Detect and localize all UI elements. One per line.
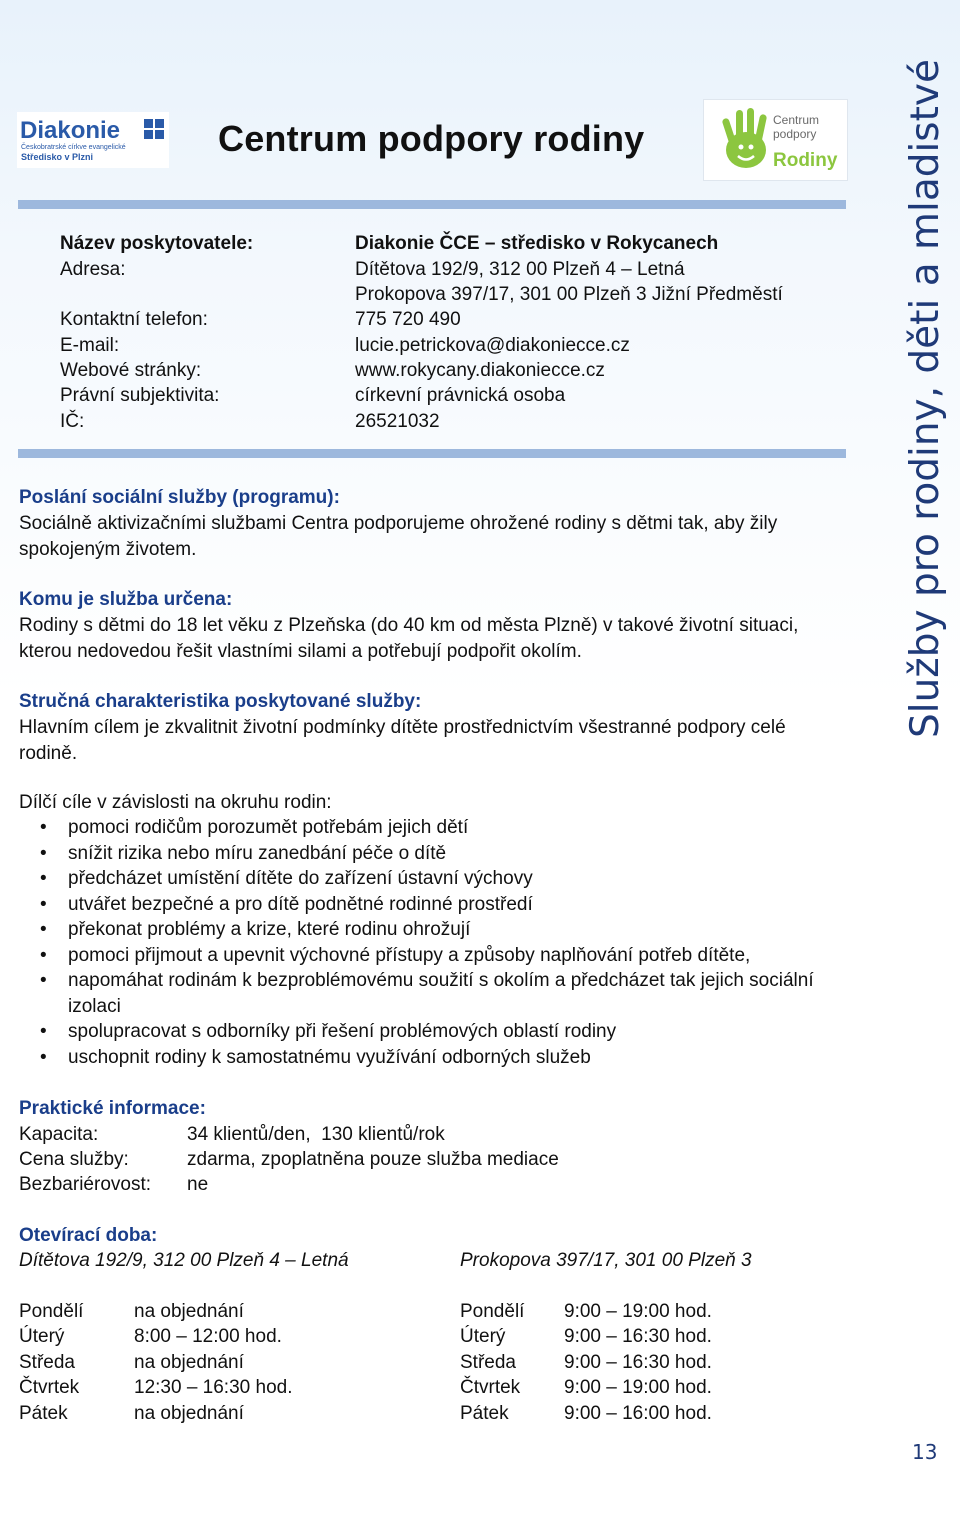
bullet-icon: • [40, 1046, 47, 1068]
hours-right-day: Pondělí [460, 1301, 525, 1322]
centrum-logo [703, 99, 848, 181]
web-label: Webové stránky: [60, 360, 202, 381]
list-item [19, 841, 839, 867]
hours-left-day: Pátek [19, 1403, 68, 1424]
bullet-icon: • [40, 919, 47, 940]
list-item [19, 866, 839, 892]
price-value: zdarma, zpoplatněna pouze služba mediace [187, 1149, 559, 1170]
centrum-logo-line1: Centrum [773, 113, 820, 127]
capacity-value: 34 klientů/den, 130 klientů/rok [187, 1124, 445, 1145]
bullet-icon: • [40, 893, 47, 915]
goal-text: napomáhat rodinám k bezproblémovému soužití s okolím a předcházet tak jejich sociální izolaci [68, 970, 814, 1017]
legal-value: církevní právnická osoba [355, 385, 566, 406]
side-category-label: Služby pro rodiny, děti a mladistvé [903, 59, 948, 738]
capacity-label: Kapacita: [19, 1124, 99, 1145]
hours-right-day: Pátek [460, 1403, 509, 1424]
goal-text: utvářet bezpečné a pro dítě podnětné rodinné prostředí [68, 893, 533, 915]
hours-left-time: 12:30 – 16:30 hod. [134, 1377, 293, 1398]
hours-left-time: 8:00 – 12:00 hod. [134, 1326, 282, 1347]
mission-heading: Poslání sociální služby (programu): [19, 487, 340, 508]
target-heading: Komu je služba určena: [19, 589, 233, 610]
diakonie-logo [17, 112, 169, 168]
hours-right-time: 9:00 – 19:00 hod. [564, 1301, 712, 1322]
hours-left-day: Úterý [19, 1326, 65, 1347]
diakonie-logo-line1: Českobratrské církve evangelické [21, 144, 126, 151]
provider-name-value: Diakonie ČCE – středisko v Rokycanech [355, 233, 719, 254]
centrum-logo-line3: Rodiny [773, 150, 838, 171]
characteristics-text: Hlavním cílem je zkvalitnit životní podmínky dítěte prostřednictvím všestranné podpory celé rodině. [19, 716, 786, 764]
bullet-icon: • [40, 944, 47, 966]
opening-left-address: Dítětova 192/9, 312 00 Plzeň 4 – Letná [19, 1250, 349, 1271]
email-label: E-mail: [60, 335, 120, 356]
barrier-label: Bezbariérovost: [19, 1174, 152, 1195]
goal-text: předcházet umístění dítěte do zařízení ústavní výchovy [68, 868, 533, 889]
hours-left-day: Středa [19, 1352, 75, 1373]
email-value: lucie.petrickova@diakoniecce.cz [355, 335, 630, 356]
address-value-1: Dítětova 192/9, 312 00 Plzeň 4 – Letná [355, 259, 685, 280]
target-section [19, 587, 839, 664]
divider-top [18, 200, 846, 209]
goal-text: snížit rizika nebo míru zanedbání péče o dítě [68, 842, 447, 864]
characteristics-section [19, 689, 839, 766]
address-label: Adresa: [60, 259, 126, 280]
hours-right-day: Úterý [460, 1326, 506, 1347]
ic-label: IČ: [60, 411, 85, 432]
target-text: Rodiny s dětmi do 18 let věku z Plzeňska (do 40 km od města Plzně) v takové životní situaci, kterou nedovedou řešit vlastními silami a potřebují podpořit okolím. [19, 614, 799, 662]
bullet-icon: • [40, 817, 47, 838]
diakonie-logo-graphic [17, 112, 169, 168]
goals-heading: Dílčí cíle v závislosti na okruhu rodin: [19, 792, 332, 813]
goals-list [19, 815, 839, 1070]
hours-right-day: Čtvrtek [460, 1377, 521, 1398]
goal-text: pomoci přijmout a upevnit výchovné přístupy a způsoby naplňování potřeb dítěte, [68, 944, 751, 966]
list-item [19, 1019, 839, 1045]
mission-text: Sociálně aktivizačními službami Centra podporujeme ohrožené rodiny s dětmi tak, aby žily spokojeným životem. [19, 512, 778, 560]
goal-text: uschopnit rodiny k samostatnému využívání odborných služeb [68, 1046, 591, 1068]
goal-text: překonat problémy a krize, které rodinu ohrožují [68, 919, 471, 940]
provider-name-label: Název poskytovatele: [60, 233, 254, 254]
page-title: Centrum podpory rodiny [218, 118, 645, 159]
list-item [19, 917, 839, 943]
hours-right-time: 9:00 – 16:30 hod. [564, 1326, 712, 1347]
mission-section [19, 485, 839, 562]
bullet-icon: • [40, 842, 47, 864]
hours-left-time: na objednání [134, 1403, 244, 1424]
list-item [19, 968, 838, 1019]
divider-middle [18, 449, 846, 458]
centrum-logo-line2: podpory [773, 127, 817, 141]
goal-text: spolupracovat s odborníky při řešení problémových oblastí rodiny [68, 1021, 617, 1042]
hours-right-day: Středa [460, 1352, 516, 1373]
phone-value: 775 720 490 [355, 309, 461, 330]
diakonie-logo-name: Diakonie [20, 117, 121, 144]
ic-value: 26521032 [355, 411, 440, 432]
hours-right-time: 9:00 – 16:00 hod. [564, 1403, 712, 1424]
characteristics-heading: Stručná charakteristika poskytované služby: [19, 691, 422, 712]
bullet-icon: • [40, 868, 47, 889]
list-item [19, 892, 839, 918]
hours-right-time: 9:00 – 16:30 hod. [564, 1352, 712, 1373]
web-value: www.rokycany.diakoniecce.cz [355, 360, 605, 381]
phone-label: Kontaktní telefon: [60, 309, 208, 330]
practical-heading: Praktické informace: [19, 1098, 206, 1119]
page-number: 13 [912, 1440, 938, 1464]
bullet-icon: • [40, 1021, 47, 1042]
legal-label: Právní subjektivita: [60, 385, 220, 406]
list-item [19, 815, 839, 841]
hours-left-day: Čtvrtek [19, 1377, 80, 1398]
bullet-icon: • [40, 970, 47, 991]
address-value-2: Prokopova 397/17, 301 00 Plzeň 3 Jižní Předměstí [355, 284, 783, 305]
hours-left-time: na objednání [134, 1301, 244, 1322]
goal-text: pomoci rodičům porozumět potřebám jejich dětí [68, 817, 469, 838]
diakonie-logo-line2: Středisko v Plzni [21, 152, 94, 162]
hours-left-day: Pondělí [19, 1301, 84, 1322]
opening-heading: Otevírací doba: [19, 1225, 158, 1246]
barrier-value: ne [187, 1174, 209, 1195]
hours-left-time: na objednání [134, 1352, 244, 1373]
hand-icon [722, 108, 768, 168]
hours-right-time: 9:00 – 19:00 hod. [564, 1377, 712, 1398]
price-label: Cena služby: [19, 1149, 129, 1170]
opening-right-address: Prokopova 397/17, 301 00 Plzeň 3 [460, 1250, 752, 1271]
list-item [19, 943, 839, 969]
centrum-logo-graphic [704, 100, 847, 180]
list-item [19, 1045, 839, 1071]
